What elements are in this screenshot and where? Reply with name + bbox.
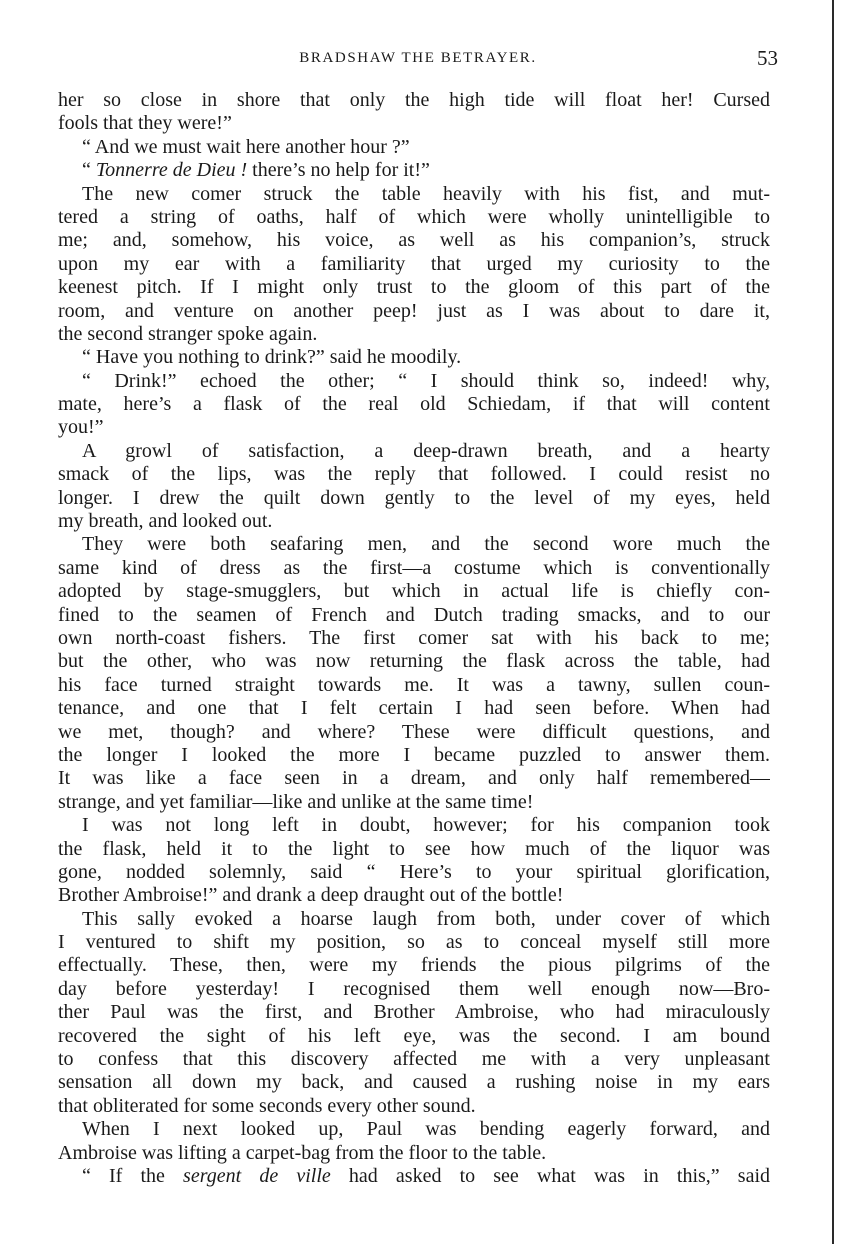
italic-phrase: sergent de ville: [183, 1164, 331, 1187]
page-edge-rule: [832, 0, 834, 1244]
text-line: Ambroise was lifting a carpet-bag from the floor to the table.: [58, 1141, 547, 1164]
text-line: my breath, and looked out.: [58, 510, 273, 533]
text-line: room, and venture on another peep! just as I was about to dare it,: [58, 299, 770, 322]
text-line: tenance, and one that I felt certain I had seen before. When had: [58, 697, 770, 720]
text-line: that obliterated for some seconds every other sound.: [58, 1094, 476, 1117]
text-line: tered a string of oaths, half of which were wholly unintelligible to: [58, 205, 770, 228]
text-line-segment: “: [82, 159, 96, 182]
text-line: I ventured to shift my position, so as to conceal myself still more: [58, 931, 770, 954]
text-line: you!”: [58, 416, 104, 439]
running-title: BRADSHAW THE BETRAYER.: [299, 50, 537, 66]
text-line: “ And we must wait here another hour ?”: [82, 135, 410, 158]
text-line: It was like a face seen in a dream, and only half remembered—: [58, 767, 770, 790]
text-line: to confess that this discovery affected me with a very unpleasant: [58, 1048, 770, 1071]
text-line: his face turned straight towards me. It was a tawny, sullen coun-: [58, 673, 770, 696]
text-line: me; and, somehow, his voice, as well as his companion’s, struck: [58, 229, 770, 252]
text-line: Brother Ambroise!” and drank a deep draught out of the bottle!: [58, 884, 564, 907]
text-line-segment: had asked to see what was in this,” said: [330, 1164, 770, 1187]
text-line: mate, here’s a flask of the real old Schiedam, if that will content: [58, 393, 770, 416]
text-line: This sally evoked a hoarse laugh from both, under cover of which: [82, 907, 770, 930]
body-text: [58, 89, 770, 1188]
text-line: own north-coast fishers. The first comer sat with his back to me;: [58, 626, 770, 649]
text-line: ther Paul was the first, and Brother Ambroise, who had miraculously: [58, 1001, 770, 1024]
page-number: 53: [757, 46, 778, 70]
text-line: the flask, held it to the light to see how much of the liquor was: [58, 837, 770, 860]
text-line: effectually. These, then, were my friends the pious pilgrims of the: [58, 954, 770, 977]
text-line: longer. I drew the quilt down gently to the level of my eyes, held: [58, 486, 770, 509]
text-line: her so close in shore that only the high tide will float her! Cursed: [58, 89, 770, 111]
text-line: They were both seafaring men, and the second wore much the: [82, 533, 770, 556]
text-line: [58, 159, 770, 182]
text-line: the second stranger spoke again.: [58, 322, 318, 345]
text-line: day before yesterday! I recognised them well enough now—Bro-: [58, 977, 770, 1000]
text-line: upon my ear with a familiarity that urged my curiosity to the: [58, 252, 770, 275]
text-line: we met, though? and where? These were difficult questions, and: [58, 720, 770, 743]
italic-phrase: Tonnerre de Dieu !: [95, 159, 248, 182]
text-line: When I next looked up, Paul was bending eagerly forward, and: [82, 1118, 770, 1141]
text-line-segment: there’s no help for it!”: [247, 159, 430, 182]
text-line: fools that they were!”: [58, 112, 232, 135]
text-line: [58, 1165, 770, 1188]
text-line: The new comer struck the table heavily with his fist, and mut-: [82, 182, 770, 205]
text-line: keenest pitch. If I might only trust to the gloom of this part of the: [58, 276, 770, 299]
text-line: adopted by stage-smugglers, but which in actual life is chiefly con-: [58, 580, 770, 603]
text-line: strange, and yet familiar—like and unlike at the same time!: [58, 790, 534, 813]
page-header: [58, 46, 778, 72]
text-line: recovered the sight of his left eye, was the second. I am bound: [58, 1024, 770, 1047]
text-line: the longer I looked the more I became puzzled to answer them.: [58, 743, 770, 766]
text-line: “ Drink!” echoed the other; “ I should think so, indeed! why,: [82, 369, 770, 392]
text-line: sensation all down my back, and caused a rushing noise in my ears: [58, 1071, 770, 1094]
text-line-segment: “ If the: [82, 1164, 184, 1187]
text-line: same kind of dress as the first—a costume which is conventionally: [58, 556, 770, 579]
text-line: fined to the seamen of French and Dutch trading smacks, and to our: [58, 603, 770, 626]
text-line: smack of the lips, was the reply that followed. I could resist no: [58, 463, 770, 486]
text-line: but the other, who was now returning the flask across the table, had: [58, 650, 770, 673]
text-line: “ Have you nothing to drink?” said he moodily.: [82, 346, 462, 369]
text-line: A growl of satisfaction, a deep-drawn breath, and a hearty: [82, 439, 770, 462]
text-line: gone, nodded solemnly, said “ Here’s to your spiritual glorification,: [58, 860, 770, 883]
text-line: I was not long left in doubt, however; for his companion took: [82, 814, 770, 837]
